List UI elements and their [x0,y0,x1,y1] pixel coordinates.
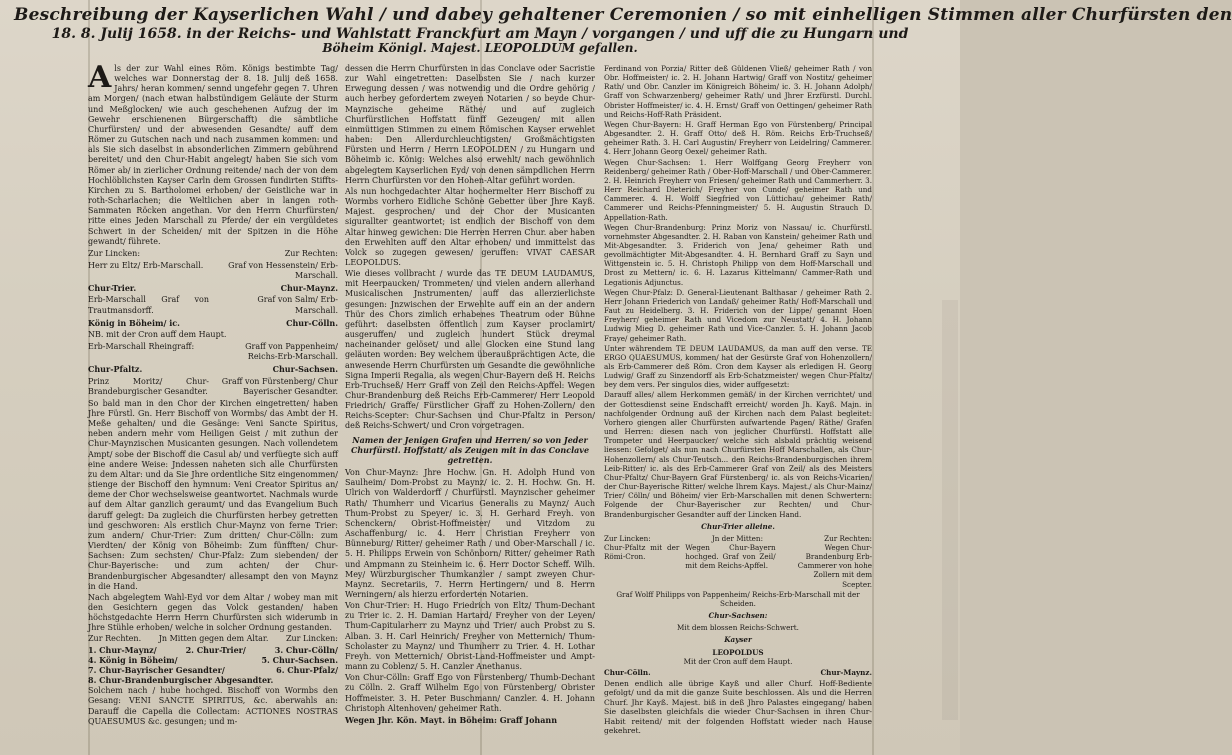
note: Mit der Cron auff dem Haupt. [683,656,793,666]
section-heading: Kayser [724,635,752,645]
section-heading: Chur-Sachsen: [708,611,768,621]
document-title [14,5,1232,55]
procession-entry: Erb-Marschall Rheingraff: [88,342,195,352]
procession-entry: Graf von Hessenstein/ Erb-Marschall. [228,260,338,281]
paragraph: Wegen Chur-Brandenburg: Prinz Moriz von Nassau/ ic. Churfürstl. vornehmster Abgesandter. 2. H. Raban von Kanstein/ geheimer Rath und Mit-Abgesandter. 3. Friderich von Jena/ geheimer Rath und gevollmächtigter Mit-Abgesandter. 4. H. Bernhard Graff zu Sayn und Wittgenstein ic. 5. H. Christoph Philipp von dem Hoff-Marschall und Drost zu Mettern/ ic. 6. H. Lazarus Kittelmann/ Cammer-Rath und Legationis Adjunctus. [604,222,872,287]
left-heading: Zur Lincken: [88,248,141,258]
procession-note: NB. mit der Cron auff dem Haupt. [88,329,227,339]
procession-entry: Chur-Cölln. [286,317,338,328]
procession-entry: Graff von Pappenheim/ Reichs-Erb-Marschall. [245,342,338,362]
section-heading: Namen der Jenigen Grafen und Herren/ so von Jeder Churfürstl. Hoffstatt/ als Zeugen mit in das Conclave getretten. [350,434,590,465]
fold-line [872,0,874,755]
paragraph: Solchem nach / hube hochged. Bischoff von Wormbs den Gesang: VENI SANCTE SPIRITUS, &c. aberwahls an: Darauff die Capella die Collectam: ACTIONES NOSTRAS QUAESUMUS &c. gesungen; und m- [88,686,338,726]
procession-entry: Prinz Moritz/ Chur-Brandeburgischer Gesandter. [88,376,209,396]
column-1 [88,60,338,728]
right-heading: Zur Rechten: [284,248,338,258]
title-line-1: Beschreibung der Kayserlichen Wahl / und dabey gehaltener Ceremonien / so mit einhelligen Stimmen aller Churfürsten den [14,5,1232,25]
paragraph: Nach abgelegtem Wahl-Eyd vor dem Altar / wobey man mit den Gesichtern gegen das Volck gestanden/ haben höchstgedachte Herrn Herrn Churfürsten sich widerumb in Jhre Stühle erhoben/ welche in solcher Ordnung gestanden. [88,592,338,633]
procession-entry: Chur-Cölln. [604,667,651,677]
note: Mit dem blossen Reichs-Schwert. [677,623,799,633]
procession-entry: Graf von Salm/ Erb-Marschall. [257,295,338,315]
procession-entry: König in Böheim/ ic. [88,317,180,328]
paragraph: Denen endlich alle übrige Kayß und aller Churf. Hoff-Bediente gefolgt/ und da mit die ganze Suite beschlossen. Als und die Herren Churf. Jhr Kayß. Majest. biß in deß Jhro Palastes eingegang/ haben Sie daselbsten gleichfals die wieder Chur-Sachsen in ihren Chur-Habit reitend/ mit der folgenden Hoffstatt wieder nach Hause gekehret. [604,679,872,736]
paragraph: Wegen Jhr. Kön. Mayt. in Böheim: Graff Johann [345,714,558,725]
procession-list: Zur Lincken: Jn der Mitten: Zur Rechten: Chur-Pfaltz mit der Römi-Cron. Wegen Chur-Bayern hochged. Graf von Zeil/ mit dem Reichs-Apffel. Wegen Chur-Brandenburg Erb-Cammerer von hohe Zollern mit dem Scepter. [604,533,873,589]
column-2 [345,64,595,726]
procession-entry: Chur-Trier. [88,283,137,294]
title-line-3: Böheim Königl. Majest. LEOPOLDUM gefallen. [322,40,638,55]
title-line-2: 18. 8. Julij 1658. in der Reichs- und Wahlstatt Franckfurt am Mayn / vorgangen / und uff die zu Hungarn und [51,25,909,42]
paragraph: Darauff alles/ allem Herkommen gemäß/ in der Kirchen verrichtet/ und der Gottesdienst seine Endschafft erreicht/ worden Jh. Kayß. Majn. in nachfolgender Ordnung auß der Kirchen nach dem Palast begleitet: Vorhero giengen aller Churfürsten aufwartende Pagen/ Räthe/ Grafen und Herren: diesen nach von jeglicher Churfürstl. Hoffstatt alle Trompeter und Heerpaucker/ welche sich alsbald prächtig weisend liessen: Gefolget/ als nun nach Churfürsten Hoff Marschallen, als Chur-Hohenzollern/ als Chur-Teutsch... den Reichs-Brandenburgischen ihrem Leib-Ritter/ ic. als des Erb-Cammerer Graf von Zeil/ als des Meisters Chur-Pfaltz/ Chur-Bayern Graf Fürstenberg/ ic. als von Reichs-Vicarien/ der Chur-Bayerische Ritter/ welche Ihrem Kays. Majest./ als Chur-Mainz/ Trier/ Cölln/ und Böheim/ vier Erb-Marschallen mit denen Schwertern: Folgende der Chur-Bayerischer zur Rechten/ und Chur-Brandenburgischer Gesandter auff der Lincken Hand. [604,390,872,519]
paragraph: Ferdinand von Porzia/ Ritter deß Güldenen Vließ/ geheimer Rath / von Obr. Hoffmeister/ ic. 2. H. Johann Hartwig/ Graff von Nostitz/ geheimer Rath/ und Obr. Canzler im Königreich Böheim/ ic. 3. H. Johann Adolph/ Graff von Schwarzenberg/ geheimer Rath/ und Jhrer Erzfürstl. Durchl. Obrister Hoffmeister/ ic. 4. H. Ernst/ Graff von Oettingen/ geheimer Rath und Reichs-Hoff-Rath Präsident. [604,64,872,119]
drop-cap: A [88,60,112,95]
margin-shadow [942,300,958,720]
paragraph: Wie dieses vollbracht / wurde das TE DEUM LAUDAMUS, mit Heerpaucken/ Trommeten/ und vielen andern allerhand Musicalischen Jnstrumenten/ auff das allerzierlichste gesungen: Jnzwischen der Erwehlte auff ein an der andern Thür des Chors zimlich erhabenes Theatrum oder Bühne geführt: daselbsten öffentlich zum Kayser proclamirt/ ausgeruffen/ und zugleich hundert Stück dreymal nacheinander gelöset/ und alle Glocken eine Stund lang geläuten worden: Bey welchem überaußprächtigen Acte, die anwesende Herrn Churfürsten um Gesandte die gewöhnliche Signa Imperii Regalia, als wegen Chur-Bayern deß H. Reichs Erb-Truchseß/ Herr Graff von Zeil den Reichs-Apffel: Wegen Chur-Brandenburg deß Reichs Erb-Cammerer/ Herr Leopold Friedrich/ Graffe/ Fürstlicher Graff zu Hohen-Zollern/ den Reichs-Scepter: Chur-Sachsen und Chur-Pfaltz in Person/ deß Reichs-Schwert/ und Cron vorgetragen. [345,269,595,431]
paragraph: Unter währendem TE DEUM LAUDAMUS, da man auff den verse. TE ERGO QUAESUMUS, kommen/ hat der Gesürste Graf von Hohenzollern/ als Erb-Cammerer deß Röm. Cron dem Kayser als erledigen H. Georg Ludwig/ Graff zu Sinzendorff als Erb-Schatzmeister/ wegen Chur-Pfaltz/ bey dem vers. Per singulos dies, wider auffgesetzt: [604,343,872,390]
paragraph: Als der zur Wahl eines Röm. Königs bestimbte Tag/ welches war Donnerstag der 8. 18. Julij deß 1658. Jahrs/ heran kommen/ sennd ungefehr gegen 7. Uhren am Morgen/ (nach etwan halbstündigem Geläute der Sturm und Meßglocken/ wie auch geschehenen Aufzug der im Gewehr erschienenen Bürgerschafft) die sämbtliche Churfürsten/ und der abwesenden Gesandte/ auff dem Römer zu Gutschen nach und nach zusammen kommen: und als Sie sich daselbst in absonderlichen Zimmern gebührend bereitet/ und den Chur-Habit angelegt/ haben Sie sich vom Römer ab/ in zierlicher Ordnung reitende/ nach der von dem Hochlöblichsten Kayser Carln dem Grossen fundirten Stiffts-Kirchen zu S. Bartholomei erhoben/ der Geistliche war in roth-Scharlachen; die Weltlichen aber in langen roth-Sammaten Röcken angethan. Vor den Herrn Churfürsten/ ritte eines Jeden Marschall zu Pferde/ der ein vergüldetes Schwert in der Scheiden/ mit der Spitzen in die Höhe gewandt/ führete. [88,60,338,246]
paragraph: Graf Wolff Philipps von Pappenheim/ Reichs-Erb-Marschall mit der Scheiden. [616,589,860,608]
procession-entry: Chur-Maynz. [280,283,338,294]
paragraph: Von Chur-Maynz: Jhre Hochw. Gn. H. Adolph Hund von Saulheim/ Dom-Probst zu Maynz/ ic. 2. H. Hochw. Gn. H. Ulrich von Walderdorff / Churfürstl. Maynzischer geheimer Rath/ Thumherr und Vicarius Generalis zu Maynz/ Auch Thum-Probst zu Speyer/ ic. 3. H. Gerhard Freyh. von Schenckern/ Obrist-Hoffmeister/ und Vitzdom zu Aschaffenburg/ ic. 4. Herr Christian Freyherr von Bünneburg/ Ritter/ geheimer Rath / und Ober-Marschall / ic. 5. H. Philipps Erwein von Schönborn/ Ritter/ geheimer Rath und Ampmann zu Steinheim ic. 6. Herr Doctor Scheff. Wilh. Mey/ Würzburgischer Thumkanzler / sampt zweyen Chur-Maynz. Secretariis, 7. Herrn Hertingern/ und 8. Herrn Werningern/ als hierzu erforderten Notarien. [345,468,595,599]
procession-entry: Graff von Fürstenberg/ Chur Bayerischer Gesandter. [221,376,338,396]
procession-entry: Herr zu Eltz/ Erb-Marschall. [88,260,204,270]
paragraph: Als nun hochgedachter Altar hochermelter Herr Bischoff zu Wormbs vorhero Eidliche Schöne Gebetter über Jhre Kayß. Majest. gesprochen/ und der Chor der Musicanten sigurallter geantwortet; ist endlich der Bischoff von dem Altar hinweg gewichen: Die Herren Herren Chur. aber haben den Erwehlten auff den Altar erhoben/ und immittelst das Volck so zugegen gewesen/ geruffen: VIVAT CAESAR LEOPOLDUS. [345,186,595,267]
paragraph: Wegen Chur-Sachsen: 1. Herr Wolffgang Georg Freyherr von Reidenberg/ geheimer Rath / Ober-Hoff-Marschall / und Ober-Cammerer. 2. H. Heinrich Freyherr von Friesen/ geheimer Rath und Cammerherr. 3. Herr Reichard Dieterich/ Freyher von Cunde/ geheimer Rath und Cammerer. 4. H. Wolff Siegfried von Lüttichau/ geheimer Rath/ Cammerer und Reichs-Pfenningmeister/ 5. H. Augustin Strauch D. Appellation-Rath. [604,157,872,222]
procession-entry: Chur-Sachsen. [272,364,338,375]
procession-entry: Erb-Marschall Graf von Trautmansdorff. [88,295,209,315]
seating-list: Zur Rechten. Jn Mitten gegen dem Altar. Zur Lincken: 1. Chur-Maynz/ 2. Chur-Trier/ 3. Chur-Cölln/ 4. König in Böheim/ 5. Chur-Sachsen. 7. Chur-Bayrischer Gesandter/ 6. Chur-Pfalz/ 8. Chur-Brandenburgischer Abgesandter. [88,634,338,686]
emperor-name: LEOPOLDUS [712,647,764,657]
paragraph: Von Chur-Trier: H. Hugo Friedrich von Eltz/ Thum-Dechant zu Trier ic. 2. H. Damian Hartard/ Freyher von der Leyen/ Thum-Capitularherr zu Maynz und Trier/ auch Probst zu S. Alban. 3. H. Carl Heinrich/ Freyher von Metternich/ Thum-Scholaster zu Maynz/ und Thumherr zu Trier. 4. H. Lothar Freyh. von Metternich/ Obrist-Land-Hoffmeister und Ampt-mann zu Coblenz/ 5. H. Canzler Anethanus. [345,601,595,672]
procession-entry: Chur-Pfaltz. [88,364,143,375]
paragraph: Von Chur-Cölln: Graff Ego von Fürstenberg/ Thumb-Dechant zu Cölln. 2. Graff Wilhelm Ego von Fürstenberg/ Obrister Hoffmeister. 3. H. Peter Buschmann/ Canzler. 4. H. Johann Christoph Altenhoven/ geheimer Rath. [345,673,595,713]
column-3 [604,64,872,736]
paragraph: Wegen Chur-Bayern: H. Graff Herman Ego von Fürstenberg/ Principal Abgesandter. 2. H. Graff Otto/ deß H. Röm. Reichs Erb-Truchseß/ geheimer Rath. 3. H. Carl Augustin/ Freyherr von Leidelring/ Cammerer. 4. Herr Johann Georg Oexel/ geheimer Rath. [604,119,872,157]
section-heading: Chur-Trier alleine. [701,521,775,531]
paragraph: Wegen Chur-Pfalz: D. General-Lieutenant Balthasar / geheimer Rath 2. Herr Johann Friederich von Landaß/ geheimer Rath/ Hoff-Marschall und Faut zu Heidelberg. 3. H. Friderich von der Lippe/ genannt Hoen Freyherr/ geheimer Rath und Vicedom zur Neustatt/ 4. H. Johann Ludwig Mieg D. geheimer Rath und Vice-Canzler. 5. H. Johann Jacob Fraye/ geheimer Rath. [604,287,872,343]
paragraph: dessen die Herrn Churfürsten in das Conclave oder Sacristie zur Wahl eingetretten: Daselbsten Sie / nach kurzer Erwegung dessen / was notwendig und die Ordre gehörig / auch herbey gefordertem zweyen Notarien / so beyde Chur-Maynzische geheime Räthe/ und auf zugleich Churfürstlichen Hoffstatt fünff Gezeugen/ mit allen einmüttigen Stimmen zu einem Römischen Kayser erwehlet haben: Den Allerdurchleuchtigsten/ Großmächtigsten Fürsten und Herrn / Herrn LEOPOLDEN / zu Hungarn und Böheimb ic. König: Welches also erwehlt/ nach gewöhnlich abgelegtem Kayserlichen Eyd/ von denen sämpdlichen Herrn Herrn Churfürsten vor den Hohen-Altar geführt worden. [345,64,595,185]
procession-entry: Chur-Maynz. [820,667,872,677]
paragraph: So bald man in den Chor der Kirchen eingetretten/ haben Jhre Fürstl. Gn. Herr Bischoff von Wormbs/ das Ambt der H. Meße gehalten/ und die Gesänge: Veni Sancte Spiritus, neben andern mehr vom Heiligen Geist / mit zuthun der Chur-Maynzischen Musicanten gesungen. Nach vollendetem Ampt/ sobe der Bischoff die Casul ab/ und verfüegte sich auff eine andere Weise: Jndessen naheten sich alle Churfürsten zu dem Altar: und da Sie Jhre ordentliche Sitz eingenommen/ stienge der Bischoff den hymnum: Veni Creator Spiritus an/ deme der Chor wechselsweise geantwortet. Nachmals wurde auf dem Altar ganzlich geraumt/ und das Evangelium Buch daruff gelegt: Da zugleich die Churfürsten herbey getretten und geschworen: Als erstlich Chur-Maynz von ferne Trier: zum andern/ Chur-Trier: Zum dritten/ Chur-Cölln: zum Vierdten/ der König von Böheimb: Zum fünfften/ Chur-Sachsen: Zum sechsten/ Chur-Pfalz: Zum siebenden/ der Chur-Bayerische: und zum achten/ der Chur-Brandenburgischer Abgesandter/ allesampt den von Maynz in die Hand. [88,398,338,591]
